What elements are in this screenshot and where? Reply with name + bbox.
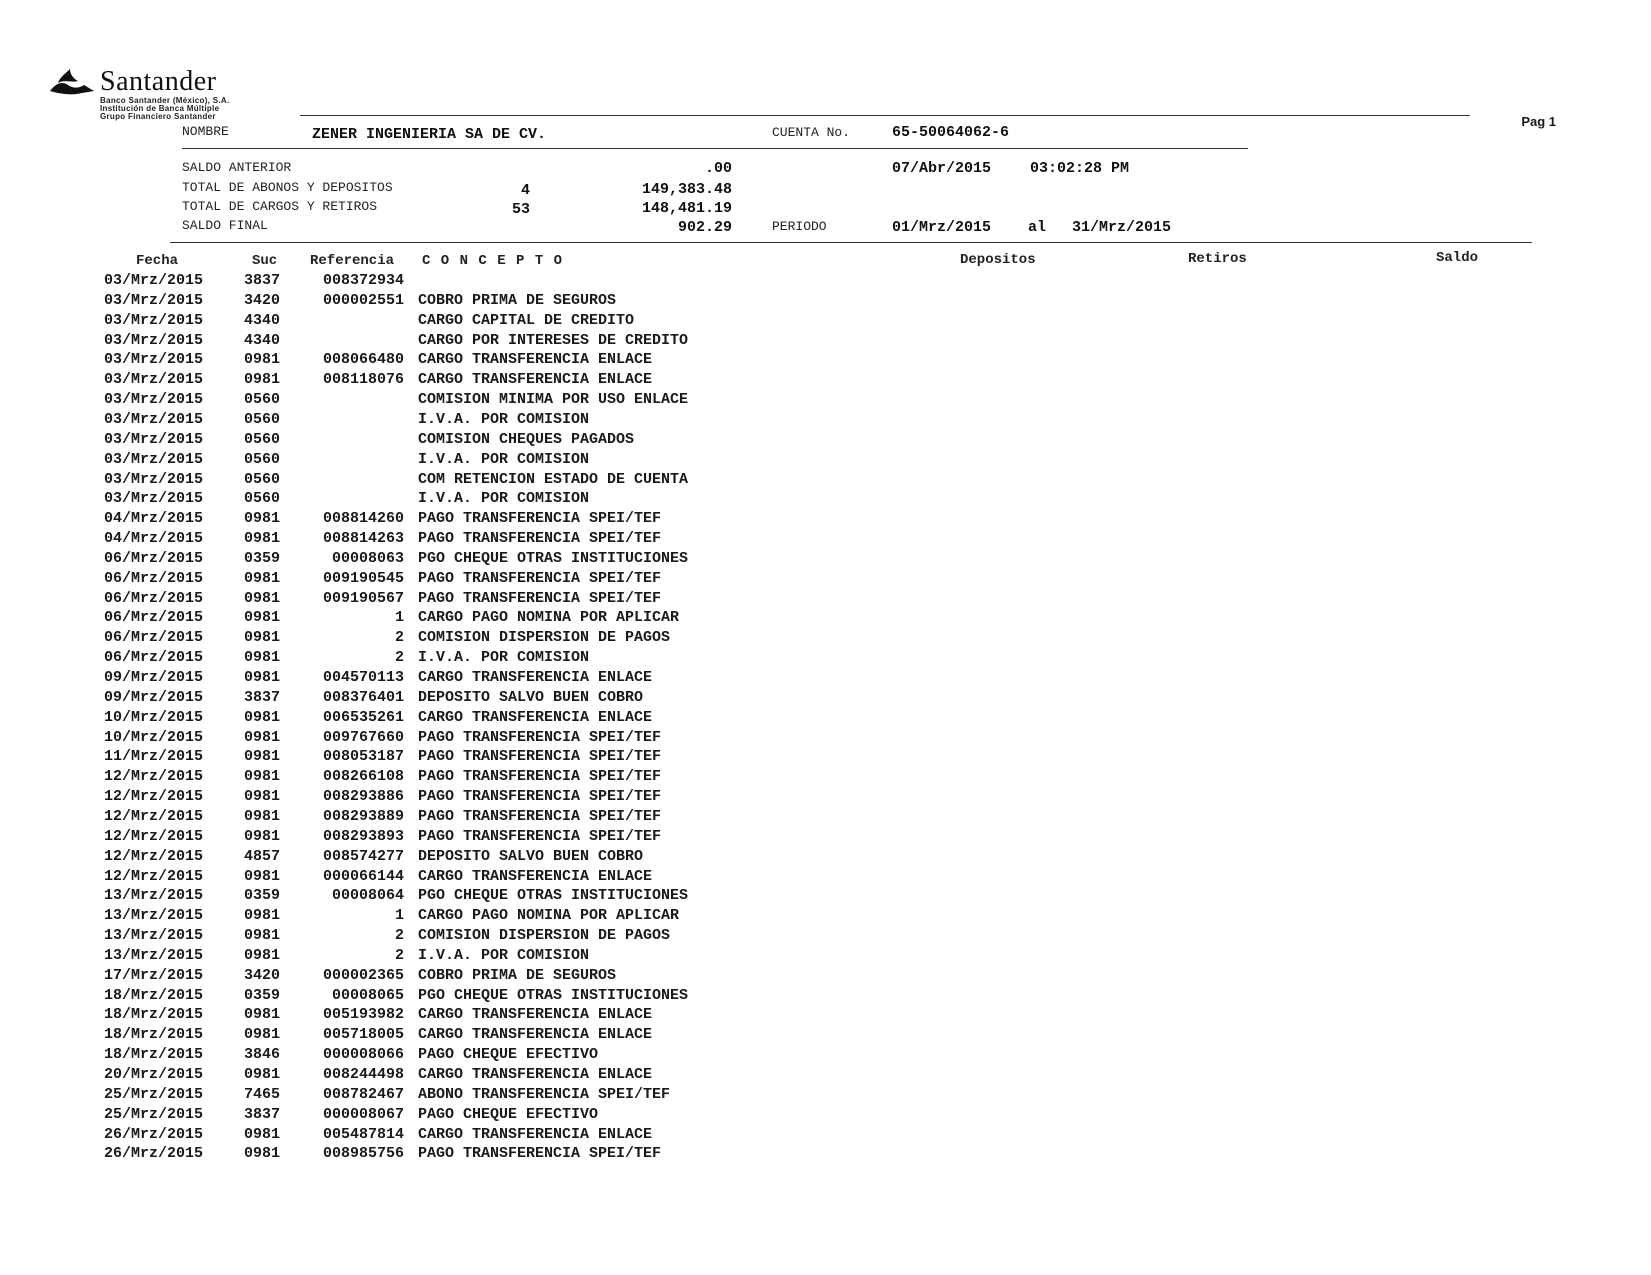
- row-suc: 0981: [244, 1026, 281, 1044]
- row-fecha: 12/Mrz/2015: [104, 788, 204, 806]
- row-concepto: PAGO TRANSFERENCIA SPEI/TEF: [418, 510, 662, 528]
- periodo-hasta: 31/Mrz/2015: [1072, 219, 1172, 236]
- abonos-label: TOTAL DE ABONOS Y DEPOSITOS: [182, 180, 393, 195]
- table-row: [0, 1106, 1651, 1126]
- row-suc: 0981: [244, 569, 281, 587]
- row-referencia: 008118076: [322, 371, 404, 389]
- row-fecha: 26/Mrz/2015: [104, 1125, 204, 1143]
- row-fecha: 18/Mrz/2015: [104, 986, 204, 1004]
- row-concepto: PAGO TRANSFERENCIA SPEI/TEF: [418, 827, 662, 845]
- row-concepto: PAGO TRANSFERENCIA SPEI/TEF: [418, 530, 662, 548]
- row-referencia: 000008066: [322, 1046, 404, 1064]
- row-suc: 0981: [244, 510, 281, 528]
- table-row: [0, 768, 1651, 788]
- table-row: [0, 828, 1651, 848]
- row-concepto: CARGO POR INTERESES DE CREDITO: [418, 331, 689, 349]
- row-fecha: 03/Mrz/2015: [104, 430, 204, 448]
- col-saldo: Saldo: [1436, 250, 1479, 266]
- flame-logo-icon: [48, 67, 96, 97]
- row-fecha: 09/Mrz/2015: [104, 688, 204, 706]
- summary-rule: [170, 242, 1532, 243]
- row-fecha: 26/Mrz/2015: [104, 1145, 204, 1163]
- row-concepto: CARGO TRANSFERENCIA ENLACE: [418, 1006, 653, 1024]
- row-concepto: I.V.A. POR COMISION: [418, 946, 590, 964]
- row-fecha: 12/Mrz/2015: [104, 847, 204, 865]
- fecha-emision: 07/Abr/2015: [892, 160, 992, 177]
- table-row: [0, 967, 1651, 987]
- periodo-al: al: [1028, 219, 1047, 236]
- table-row: [0, 332, 1651, 352]
- row-referencia: 00008065: [331, 986, 404, 1004]
- row-suc: 0981: [244, 927, 281, 945]
- table-row: [0, 272, 1651, 292]
- row-suc: 0981: [244, 708, 281, 726]
- row-referencia: 008244498: [322, 1066, 404, 1083]
- table-row: [0, 431, 1651, 451]
- row-concepto: I.V.A. POR COMISION: [418, 649, 590, 667]
- abonos-count: 4: [520, 182, 530, 199]
- row-concepto: PGO CHEQUE OTRAS INSTITUCIONES: [418, 887, 689, 905]
- table-row: [0, 292, 1651, 312]
- row-suc: 4340: [244, 331, 281, 349]
- row-fecha: 12/Mrz/2015: [104, 807, 204, 825]
- row-fecha: 06/Mrz/2015: [104, 549, 204, 567]
- table-row: [0, 371, 1651, 391]
- table-row: [0, 312, 1651, 332]
- row-concepto: PGO CHEQUE OTRAS INSTITUCIONES: [418, 986, 689, 1004]
- row-suc: 3837: [244, 688, 281, 706]
- row-fecha: 03/Mrz/2015: [104, 410, 204, 428]
- bank-sub-line-1: Banco Santander (México), S.A.: [100, 96, 230, 105]
- row-referencia: 2: [394, 927, 404, 945]
- row-fecha: 09/Mrz/2015: [104, 669, 204, 686]
- row-concepto: PAGO TRANSFERENCIA SPEI/TEF: [418, 1145, 662, 1163]
- hora-emision: 03:02:28 PM: [1030, 160, 1130, 177]
- row-referencia: 004570113: [322, 669, 404, 686]
- table-row: [0, 471, 1651, 491]
- nombre-label: NOMBRE: [182, 124, 229, 139]
- row-suc: 3837: [244, 272, 281, 289]
- row-fecha: 06/Mrz/2015: [104, 629, 204, 647]
- row-concepto: COMISION DISPERSION DE PAGOS: [418, 629, 671, 647]
- row-fecha: 03/Mrz/2015: [104, 450, 204, 468]
- row-fecha: 03/Mrz/2015: [104, 391, 204, 409]
- row-fecha: 03/Mrz/2015: [104, 311, 204, 329]
- row-concepto: I.V.A. POR COMISION: [418, 450, 590, 468]
- cargos-label: TOTAL DE CARGOS Y RETIROS: [182, 199, 378, 214]
- row-fecha: 10/Mrz/2015: [104, 708, 204, 726]
- row-concepto: DEPOSITO SALVO BUEN COBRO: [418, 847, 644, 865]
- row-fecha: 13/Mrz/2015: [104, 927, 204, 945]
- row-concepto: CARGO TRANSFERENCIA ENLACE: [418, 669, 653, 686]
- row-fecha: 11/Mrz/2015: [104, 748, 204, 766]
- row-referencia: 000002551: [322, 291, 404, 309]
- table-row: [0, 391, 1651, 411]
- brand-name: Santander: [100, 66, 217, 97]
- col-retiros: Retiros: [1188, 251, 1247, 267]
- table-row: [0, 351, 1651, 371]
- row-concepto: PAGO TRANSFERENCIA SPEI/TEF: [418, 807, 662, 825]
- row-suc: 4857: [244, 847, 281, 865]
- row-referencia: 008266108: [322, 768, 404, 786]
- row-suc: 0981: [244, 530, 281, 548]
- row-fecha: 06/Mrz/2015: [104, 609, 204, 627]
- row-referencia: 008293893: [322, 827, 404, 845]
- table-row: [0, 1126, 1651, 1146]
- row-concepto: COMISION MINIMA POR USO ENLACE: [418, 391, 689, 409]
- row-concepto: COMISION CHEQUES PAGADOS: [418, 430, 635, 448]
- row-referencia: 008814263: [322, 530, 404, 548]
- abonos-value: 149,383.48: [641, 181, 732, 198]
- row-concepto: CARGO CAPITAL DE CREDITO: [418, 311, 635, 329]
- cargos-count: 53: [511, 201, 530, 218]
- row-suc: 3837: [244, 1105, 281, 1123]
- row-fecha: 12/Mrz/2015: [104, 768, 204, 786]
- row-fecha: 20/Mrz/2015: [104, 1066, 204, 1083]
- row-concepto: CARGO TRANSFERENCIA ENLACE: [418, 351, 653, 369]
- table-row: [0, 729, 1651, 749]
- row-fecha: 10/Mrz/2015: [104, 728, 204, 746]
- row-suc: 3846: [244, 1046, 281, 1064]
- table-row: [0, 1006, 1651, 1026]
- saldo-final-value: 902.29: [677, 219, 732, 236]
- row-concepto: CARGO TRANSFERENCIA ENLACE: [418, 708, 653, 726]
- row-suc: 0981: [244, 1066, 281, 1083]
- table-row: [0, 1086, 1651, 1106]
- row-referencia: 008376401: [322, 688, 404, 706]
- table-row: [0, 1066, 1651, 1086]
- row-fecha: 13/Mrz/2015: [104, 946, 204, 964]
- row-referencia: 000002365: [322, 966, 404, 984]
- row-concepto: PAGO TRANSFERENCIA SPEI/TEF: [418, 589, 662, 607]
- row-referencia: 008574277: [322, 847, 404, 865]
- row-concepto: ABONO TRANSFERENCIA SPEI/TEF: [418, 1085, 671, 1103]
- row-referencia: 006535261: [322, 708, 404, 726]
- nombre-value: ZENER INGENIERIA SA DE CV.: [312, 126, 547, 143]
- row-concepto: CARGO PAGO NOMINA POR APLICAR: [418, 907, 680, 925]
- row-fecha: 03/Mrz/2015: [104, 351, 204, 369]
- row-suc: 0981: [244, 788, 281, 806]
- row-concepto: PAGO CHEQUE EFECTIVO: [418, 1105, 599, 1123]
- row-referencia: 009190545: [322, 569, 404, 587]
- row-concepto: PGO CHEQUE OTRAS INSTITUCIONES: [418, 549, 689, 567]
- table-row: [0, 868, 1651, 888]
- row-concepto: PAGO TRANSFERENCIA SPEI/TEF: [418, 728, 662, 746]
- table-row: [0, 550, 1651, 570]
- row-suc: 0560: [244, 450, 281, 468]
- row-concepto: CARGO PAGO NOMINA POR APLICAR: [418, 609, 680, 627]
- row-fecha: 03/Mrz/2015: [104, 272, 204, 289]
- row-fecha: 03/Mrz/2015: [104, 470, 204, 488]
- row-fecha: 03/Mrz/2015: [104, 371, 204, 389]
- table-row: [0, 609, 1651, 629]
- table-row: [0, 887, 1651, 907]
- row-concepto: CARGO TRANSFERENCIA ENLACE: [418, 371, 653, 389]
- row-referencia: 1: [394, 609, 404, 627]
- table-row: [0, 788, 1651, 808]
- table-row: [0, 510, 1651, 530]
- cargos-value: 148,481.19: [641, 200, 732, 217]
- saldo-final-label: SALDO FINAL: [182, 218, 268, 233]
- bank-sub-line-3: Grupo Financiero Santander: [100, 112, 216, 121]
- row-suc: 0981: [244, 907, 281, 925]
- row-suc: 0981: [244, 669, 281, 686]
- cuenta-value: 65-50064062-6: [892, 124, 1010, 141]
- table-row: [0, 669, 1651, 689]
- row-suc: 0560: [244, 391, 281, 409]
- row-concepto: COMISION DISPERSION DE PAGOS: [418, 927, 671, 945]
- table-row: [0, 570, 1651, 590]
- row-concepto: PAGO TRANSFERENCIA SPEI/TEF: [418, 569, 662, 587]
- row-suc: 0560: [244, 490, 281, 508]
- row-suc: 0359: [244, 887, 281, 905]
- row-suc: 0981: [244, 629, 281, 647]
- table-row: [0, 1046, 1651, 1066]
- col-concepto: C O N C E P T O: [422, 253, 564, 269]
- row-suc: 0560: [244, 470, 281, 488]
- row-fecha: 03/Mrz/2015: [104, 490, 204, 508]
- row-referencia: 005193982: [322, 1006, 404, 1024]
- row-referencia: 1: [394, 907, 404, 925]
- row-referencia: 008293889: [322, 807, 404, 825]
- col-depositos: Depositos: [960, 252, 1036, 268]
- bank-sub-line-2: Institución de Banca Múltiple: [100, 104, 220, 113]
- table-row: [0, 709, 1651, 729]
- periodo-label: PERIODO: [772, 219, 827, 234]
- row-fecha: 25/Mrz/2015: [104, 1085, 204, 1103]
- row-referencia: 009767660: [322, 728, 404, 746]
- row-fecha: 06/Mrz/2015: [104, 589, 204, 607]
- table-row: [0, 987, 1651, 1007]
- table-row: [0, 649, 1651, 669]
- row-suc: 0981: [244, 807, 281, 825]
- table-row: [0, 947, 1651, 967]
- row-concepto: CARGO TRANSFERENCIA ENLACE: [418, 1125, 653, 1143]
- row-referencia: 00008063: [331, 549, 404, 567]
- row-suc: 0981: [244, 946, 281, 964]
- row-fecha: 18/Mrz/2015: [104, 1006, 204, 1024]
- row-referencia: 00008064: [331, 887, 404, 905]
- row-fecha: 13/Mrz/2015: [104, 887, 204, 905]
- table-row: [0, 748, 1651, 768]
- santander-logo: [48, 66, 216, 98]
- header-top-rule: [300, 115, 1470, 116]
- row-suc: 0981: [244, 589, 281, 607]
- row-fecha: 12/Mrz/2015: [104, 867, 204, 885]
- row-referencia: 009190567: [322, 589, 404, 607]
- row-suc: 0359: [244, 549, 281, 567]
- row-suc: 0981: [244, 867, 281, 885]
- row-fecha: 17/Mrz/2015: [104, 966, 204, 984]
- row-fecha: 03/Mrz/2015: [104, 331, 204, 349]
- row-concepto: COM RETENCION ESTADO DE CUENTA: [418, 470, 689, 488]
- row-fecha: 06/Mrz/2015: [104, 569, 204, 587]
- row-referencia: 008066480: [322, 351, 404, 369]
- row-concepto: PAGO CHEQUE EFECTIVO: [418, 1046, 599, 1064]
- row-fecha: 25/Mrz/2015: [104, 1105, 204, 1123]
- row-referencia: 008293886: [322, 788, 404, 806]
- row-referencia: 005487814: [322, 1125, 404, 1143]
- row-fecha: 04/Mrz/2015: [104, 530, 204, 548]
- row-suc: 0981: [244, 1125, 281, 1143]
- table-row: [0, 1026, 1651, 1046]
- row-suc: 0560: [244, 430, 281, 448]
- cuenta-label: CUENTA No.: [772, 125, 851, 140]
- row-suc: 3420: [244, 291, 281, 309]
- table-row: [0, 689, 1651, 709]
- row-suc: 0981: [244, 371, 281, 389]
- col-suc: Suc: [252, 253, 278, 269]
- row-suc: 0981: [244, 1145, 281, 1163]
- row-concepto: PAGO TRANSFERENCIA SPEI/TEF: [418, 768, 662, 786]
- table-row: [0, 848, 1651, 868]
- row-referencia: 000066144: [322, 867, 404, 885]
- row-suc: 0981: [244, 649, 281, 667]
- saldo-anterior-label: SALDO ANTERIOR: [182, 160, 292, 175]
- table-row: [0, 1145, 1651, 1165]
- saldo-anterior-value: .00: [704, 160, 732, 177]
- row-suc: 0981: [244, 768, 281, 786]
- row-suc: 0981: [244, 1006, 281, 1024]
- row-referencia: 005718005: [322, 1026, 404, 1044]
- row-suc: 0981: [244, 827, 281, 845]
- table-row: [0, 411, 1651, 431]
- row-fecha: 13/Mrz/2015: [104, 907, 204, 925]
- row-concepto: COBRO PRIMA DE SEGUROS: [418, 291, 617, 309]
- row-suc: 7465: [244, 1085, 281, 1103]
- row-concepto: COBRO PRIMA DE SEGUROS: [418, 966, 617, 984]
- row-suc: 0359: [244, 986, 281, 1004]
- row-referencia: 008985756: [322, 1145, 404, 1163]
- table-row: [0, 808, 1651, 828]
- row-suc: 0981: [244, 748, 281, 766]
- row-concepto: I.V.A. POR COMISION: [418, 410, 590, 428]
- row-concepto: PAGO TRANSFERENCIA SPEI/TEF: [418, 788, 662, 806]
- account-rule: [182, 148, 1248, 149]
- col-fecha: Fecha: [136, 253, 179, 269]
- row-concepto: CARGO TRANSFERENCIA ENLACE: [418, 867, 653, 885]
- row-suc: 3420: [244, 966, 281, 984]
- row-fecha: 12/Mrz/2015: [104, 827, 204, 845]
- col-referencia: Referencia: [310, 253, 395, 269]
- row-fecha: 06/Mrz/2015: [104, 649, 204, 667]
- table-row: [0, 629, 1651, 649]
- row-concepto: PAGO TRANSFERENCIA SPEI/TEF: [418, 748, 662, 766]
- table-row: [0, 530, 1651, 550]
- row-suc: 4340: [244, 311, 281, 329]
- row-referencia: 2: [394, 946, 404, 964]
- row-referencia: 000008067: [322, 1105, 404, 1123]
- row-suc: 0560: [244, 410, 281, 428]
- table-row: [0, 907, 1651, 927]
- row-suc: 0981: [244, 351, 281, 369]
- row-referencia: 2: [394, 649, 404, 667]
- periodo-desde: 01/Mrz/2015: [892, 219, 992, 236]
- row-concepto: CARGO TRANSFERENCIA ENLACE: [418, 1066, 653, 1083]
- table-row: [0, 590, 1651, 610]
- row-concepto: CARGO TRANSFERENCIA ENLACE: [418, 1026, 653, 1044]
- table-row: [0, 451, 1651, 471]
- row-fecha: 18/Mrz/2015: [104, 1046, 204, 1064]
- table-row: [0, 927, 1651, 947]
- row-referencia: 2: [394, 629, 404, 647]
- row-referencia: 008053187: [322, 748, 404, 766]
- row-suc: 0981: [244, 728, 281, 746]
- row-suc: 0981: [244, 609, 281, 627]
- row-referencia: 008782467: [322, 1085, 404, 1103]
- row-fecha: 03/Mrz/2015: [104, 291, 204, 309]
- row-fecha: 04/Mrz/2015: [104, 510, 204, 528]
- row-referencia: 008814260: [322, 510, 404, 528]
- row-referencia: 008372934: [322, 272, 404, 289]
- row-concepto: DEPOSITO SALVO BUEN COBRO: [418, 688, 644, 706]
- row-fecha: 18/Mrz/2015: [104, 1026, 204, 1044]
- row-concepto: I.V.A. POR COMISION: [418, 490, 590, 508]
- table-row: [0, 490, 1651, 510]
- page-number: Pag 1: [1521, 114, 1556, 129]
